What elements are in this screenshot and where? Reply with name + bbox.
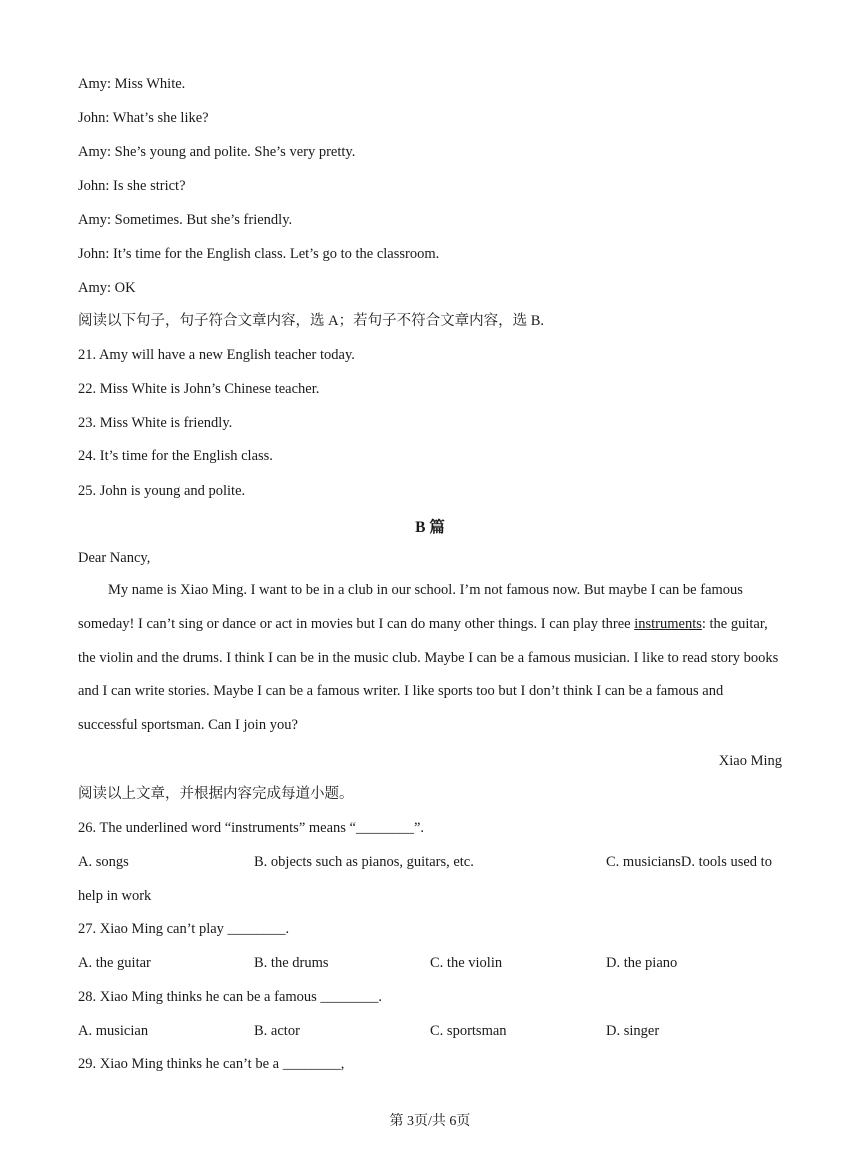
letter-signature: Xiao Ming <box>718 753 782 769</box>
dialogue-line: Amy: Sometimes. But she’s friendly. <box>78 212 293 228</box>
letter-body-end: : the guitar, the violin and the drums. I think I can be in the music club. Maybe I can be a famous musician. I like to read story books and I can write stories. Maybe I can be a famous writer. I like sports too but I don’t think I can be a famous and successful sportsman. Can I join you? <box>78 615 779 734</box>
page-footer: 第 3页/共 6页 <box>389 1114 471 1129</box>
statement-23: 23. Miss White is friendly. <box>78 415 233 431</box>
letter-body-start: My name is Xiao Ming. I want to be in a club in our school. I’m not famous now. But maybe I can be famous someday! I can’t sing or dance or act in movies but I can do many other things. I can play three <box>78 582 743 632</box>
section-b-title: B 篇 <box>415 519 445 536</box>
q27-option-d: D. the piano <box>606 955 678 971</box>
letter-greeting: Dear Nancy, <box>78 550 151 566</box>
statement-25: 25. John is young and polite. <box>78 483 246 499</box>
q26-option-c: C. musiciansD. tools used to <box>606 854 772 870</box>
instruction-b: 阅读以上文章，并根据内容完成每道小题。 <box>78 786 354 802</box>
q28-option-c: C. sportsman <box>430 1023 507 1039</box>
instruction-a: 阅读以下句子，句子符合文章内容，选 A；若句子不符合文章内容，选 B. <box>78 313 545 329</box>
question-29: 29. Xiao Ming thinks he can’t be a ________, <box>78 1056 345 1072</box>
letter-body <box>78 574 782 743</box>
dialogue-line: Amy: OK <box>78 280 136 296</box>
question-27: 27. Xiao Ming can’t play ________. <box>78 921 290 937</box>
statement-22: 22. Miss White is John’s Chinese teacher. <box>78 381 320 397</box>
dialogue-line: Amy: Miss White. <box>78 76 186 92</box>
q27-option-c: C. the violin <box>430 955 503 971</box>
dialogue-line: John: It’s time for the English class. Let’s go to the classroom. <box>78 246 440 262</box>
question-26: 26. The underlined word “instruments” means “________”. <box>78 820 425 836</box>
q27-option-a: A. the guitar <box>78 955 151 971</box>
dialogue-line: Amy: She’s young and polite. She’s very pretty. <box>78 144 356 160</box>
statement-21: 21. Amy will have a new English teacher today. <box>78 347 355 363</box>
q28-option-d: D. singer <box>606 1023 660 1039</box>
q26-option-a: A. songs <box>78 854 129 870</box>
q26-option-wrap: help in work <box>78 888 152 904</box>
dialogue-line: John: What’s she like? <box>78 110 209 126</box>
q28-option-b: B. actor <box>254 1023 300 1039</box>
dialogue-line: John: Is she strict? <box>78 178 186 194</box>
q26-option-b: B. objects such as pianos, guitars, etc. <box>254 854 474 870</box>
q28-option-a: A. musician <box>78 1023 149 1039</box>
question-28: 28. Xiao Ming thinks he can be a famous ________. <box>78 989 383 1005</box>
underlined-word: instruments <box>634 615 702 632</box>
q27-option-b: B. the drums <box>254 955 329 971</box>
statement-24: 24. It’s time for the English class. <box>78 448 273 464</box>
